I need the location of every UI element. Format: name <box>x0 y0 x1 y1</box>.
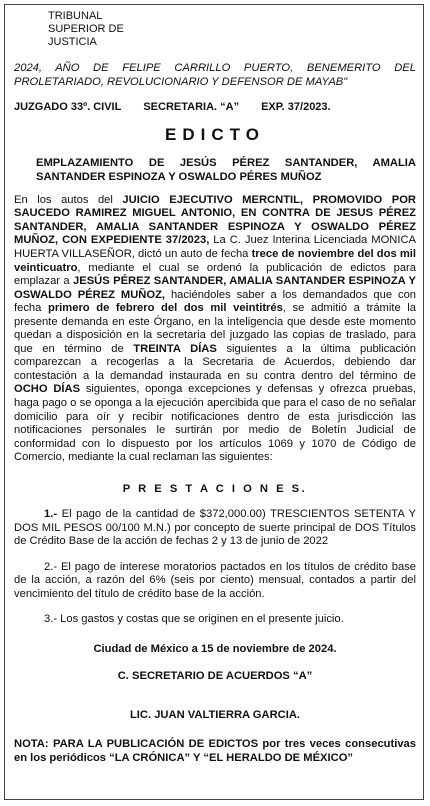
prestacion-number: 1.- <box>44 508 58 521</box>
body-bold: primero de febrero del dos mil veintitrés <box>47 302 283 315</box>
prestaciones-heading: P R E S T A C I O N E S. <box>122 482 308 495</box>
prestacion-item: 2.- El pago de interese moratorios pactados en los títulos de crédito base de la acción, a razón del 6% (seis por ciento) mensual, contados a partir del vencimiento del título de crédito base de la acción. <box>14 560 416 600</box>
body-text: haciéndoles saber a los demandados que con fecha <box>14 288 417 315</box>
body-bold: JUICIO EJECUTIVO MERCNTIL, PROMOVIDO POR SAUCEDO RAMIREZ MIGUEL ANTONIO, EN CONTRA DE JESUS PÉREZ SANTANDER, AMALIA SANTANDER ESPINOZA Y OSWALDO PÉREZ MUÑOZ, CON EXPEDIENTE 37/2023, <box>14 193 416 247</box>
summons-heading: EMPLAZAMIENTO DE JESÚS PÉREZ SANTANDER, AMALIA SANTANDER ESPINOZA Y OSWALDO PÉRES MUÑOZ <box>36 156 416 183</box>
body-text: En los autos del <box>14 193 123 206</box>
body-text: siguientes, oponga excepciones y defensas y ofrezca pruebas, haga pago o se oponga a la ejecución apercibida que para el caso de no señalar domicilio para oír y recibir notificaciones dentro de esta jurisdicción las notificaciones personales le surtirán por medio de Boletín Judicial de conformidad con lo dispuesto por los artículos 1069 y 1070 de Código de Comercio, mediante la cual reclaman las siguientes: <box>14 383 416 464</box>
body-bold: JESÚS PÉREZ SANTANDER, AMALIA SANTANDER ESPINOZA Y OSWALDO PÉREZ MUÑOZ, <box>14 275 417 301</box>
court-header-line: JUSTICIA <box>48 36 97 48</box>
year-dedication: 2024, AÑO DE FELIPE CARRILLO PUERTO, BENEMERITO DEL PROLETARIADO, REVOLUCIONARIO Y DEFENSOR DE MAYAB" <box>14 62 416 88</box>
prestacion-item: 3.- Los gastos y costas que se originen en el presente juicio. <box>44 613 344 626</box>
body-text: , mediante el cual se ordenó la publicación de edictos para emplazar a <box>14 261 416 288</box>
case-meta <box>14 101 416 114</box>
secretary-title: C. SECRETARIO DE ACUERDOS “A” <box>117 670 313 683</box>
document-title: EDICTO <box>165 125 265 145</box>
city-date: Ciudad de México a 15 de noviembre de 2024. <box>93 642 337 655</box>
signer-name: LIC. JUAN VALTIERRA GARCIA. <box>129 709 301 722</box>
body-bold: OCHO DÍAS <box>14 383 81 396</box>
edict-document <box>14 10 416 765</box>
court-header-line: TRIBUNAL <box>48 10 103 22</box>
court-name: JUZGADO 33º. CIVIL <box>14 101 122 113</box>
court-header <box>48 10 416 49</box>
case-number: EXP. 37/2023. <box>261 101 331 113</box>
court-header-line: SUPERIOR DE <box>48 23 124 35</box>
secretariat: SECRETARIA. “A” <box>143 101 240 113</box>
body-text: siguientes a la última publicación comparezcan a recogerlas a la Secretaria de Acuerdos, debiendo dar contestación a la demandad instaurada en su contra dentro del término de <box>14 342 416 382</box>
body-bold: trece de noviembre del dos mil veinticuatro <box>14 248 416 274</box>
body-paragraph <box>14 194 416 465</box>
prestacion-item <box>14 508 416 549</box>
body-bold: TREINTA DÍAS <box>133 342 217 355</box>
publication-note: NOTA: PARA LA PUBLICACIÓN DE EDICTOS por tres veces consecutivas en los periódicos “LA CRÓNICA” Y “EL HERALDO DE MÉXICO” <box>14 737 416 764</box>
body-text: La C. Juez Interina Licenciada MONICA HUERTA VILLASEÑOR, dictó un auto de fecha <box>14 234 416 260</box>
prestacion-text: El pago de la cantidad de $372,000.00) TRESCIENTOS SETENTA Y DOS MIL PESOS 00/100 M.N.) por concepto de suerte principal de DOS Títulos de Crédito Base de la acción de fechas 2 y 13 de junio de 2022 <box>14 508 416 548</box>
body-text: , se admitió a trámite la presente demanda en este Órgano, en la inteligencia que desde este momento quedan a disposición en la secretaria del juzgado las copias de traslado, para que en término de <box>14 302 416 355</box>
